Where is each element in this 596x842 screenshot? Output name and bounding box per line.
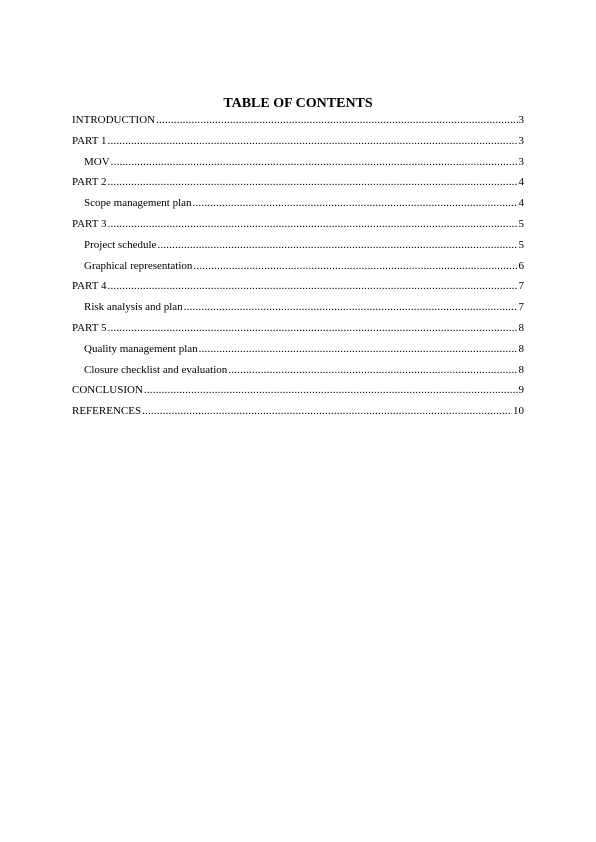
toc-dot-leader: [108, 321, 518, 335]
toc-entry-page: 6: [518, 259, 524, 272]
toc-entry-page: 4: [518, 197, 524, 210]
toc-entry-label: PART 5: [72, 321, 107, 334]
toc-dot-leader: [111, 155, 518, 169]
toc-entry-page: 9: [518, 384, 524, 397]
toc-subentry[interactable]: [72, 155, 524, 176]
toc-entry-label: INTRODUCTION: [72, 114, 156, 126]
toc-entry-page: 3: [518, 155, 524, 168]
toc-dot-leader: [108, 134, 518, 148]
toc-entry-label: PART 4: [72, 280, 107, 293]
toc-entry-label: MOV: [84, 155, 110, 168]
toc-entry-label: Quality management plan: [84, 342, 198, 355]
toc-dot-leader: [108, 217, 518, 231]
toc-subentry[interactable]: [72, 196, 524, 217]
toc-subentry[interactable]: [72, 300, 524, 321]
toc-entry-page: 5: [518, 238, 524, 251]
toc-subentry[interactable]: [72, 238, 524, 259]
toc-entry-page: 8: [518, 363, 524, 376]
toc-dot-leader: [157, 238, 517, 252]
toc-entry[interactable]: [72, 175, 524, 196]
toc-dot-leader: [142, 404, 512, 418]
toc-entry-label: REFERENCES: [72, 405, 142, 418]
toc-title: TABLE OF CONTENTS: [223, 96, 373, 111]
toc-dot-leader: [199, 342, 518, 356]
toc-entry-label: Risk analysis and plan: [84, 301, 183, 314]
toc-entry-page: 4: [518, 176, 524, 189]
toc-entry-label: PART 3: [72, 217, 107, 230]
toc-entry[interactable]: [72, 383, 524, 404]
toc-list: [72, 113, 524, 425]
toc-subentry[interactable]: [72, 363, 524, 384]
toc-dot-leader: [193, 259, 517, 273]
toc-entry-label: Closure checklist and evaluation: [84, 363, 228, 376]
toc-entry-label: PART 2: [72, 176, 107, 189]
toc-entry[interactable]: [72, 404, 524, 425]
toc-entry[interactable]: [72, 134, 524, 155]
toc-entry-page: 7: [518, 280, 524, 293]
toc-entry-page: 3: [518, 134, 524, 147]
toc-entry-label: Graphical representation: [84, 259, 193, 272]
toc-entry-label: CONCLUSION: [72, 384, 143, 397]
toc-subentry[interactable]: [72, 342, 524, 363]
toc-entry-label: Scope management plan: [84, 197, 192, 210]
toc-entry-page: 5: [518, 217, 524, 230]
toc-dot-leader: [144, 383, 518, 397]
toc-dot-leader: [193, 196, 518, 210]
toc-entry-page: 10: [513, 405, 524, 418]
toc-entry-page: 8: [518, 342, 524, 355]
toc-dot-leader: [108, 175, 518, 189]
toc-entry-page: 8: [518, 321, 524, 334]
toc-entry-page: 3: [518, 114, 524, 126]
toc-entry[interactable]: [72, 321, 524, 342]
toc-entry-label: Project schedule: [84, 238, 157, 251]
toc-entry-page: 7: [518, 301, 524, 314]
toc-entry[interactable]: [72, 217, 524, 238]
toc-dot-leader: [156, 113, 517, 127]
toc-entry[interactable]: [72, 113, 524, 134]
toc-subentry[interactable]: [72, 259, 524, 280]
toc-dot-leader: [184, 300, 518, 314]
toc-entry[interactable]: [72, 279, 524, 300]
toc-entry-label: PART 1: [72, 134, 107, 147]
toc-dot-leader: [108, 279, 518, 293]
toc-dot-leader: [228, 363, 517, 377]
